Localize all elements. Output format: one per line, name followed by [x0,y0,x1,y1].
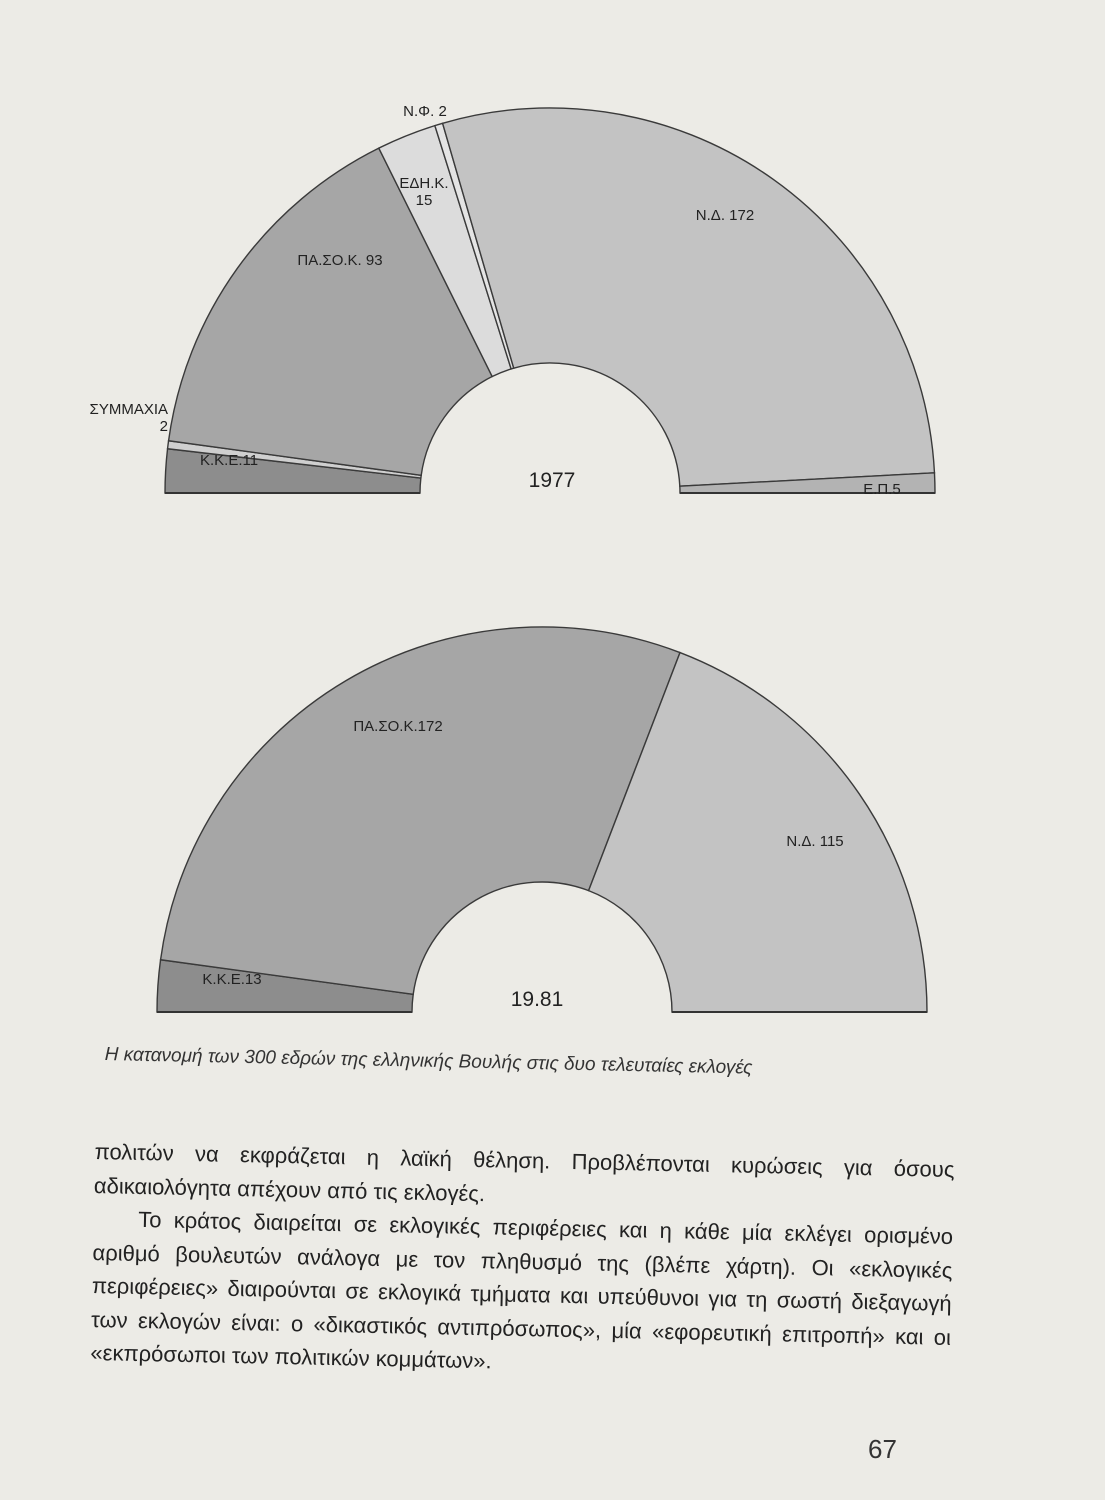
chart-1977 [90,103,935,498]
slice-ν-δ-172 [443,108,935,486]
chart-year-label: 1977 [528,469,576,492]
label-κ-κ-ε-13: Κ.Κ.Ε.13 [202,971,262,988]
paragraph-1: πολιτών να εκφράζεται η λαϊκή θέληση. Προβλέπονται κυρώσεις για όσους αδικαιολόγητα απέχουν από τις εκλογές. [93,1138,955,1206]
paragraph-2: Το κράτος διαιρείται σε εκλογικές περιφέρειες και η κάθε μία εκλέγει ορισμένο αριθμό βουλευτών ανάλογα με τον πληθυσμό της (βλέπε χάρτη). Οι «εκλογικές περιφέρειες» διαιρούνται σε εκλογικά τμήματα και υπεύθυνοι για τη σωστή διεξαγωγή των εκλογών είναι: ο «δικαστικός αντιπρόσωπος», μία «εφορευτική επιτροπή» και οι «εκπρόσωποι των πολιτικών κομμάτων». [90,1206,954,1374]
label-εδη-κ-15: ΕΔΗ.Κ. 15 [399,175,449,209]
label-ν-δ-115: Ν.Δ. 115 [786,833,844,850]
label-ε-π-5: Ε.Π.5 [863,481,901,498]
label-πα-σο-κ-172: ΠΑ.ΣΟ.Κ.172 [353,718,443,735]
label-πα-σο-κ-93: ΠΑ.ΣΟ.Κ. 93 [297,252,383,269]
label-ν-φ-2: Ν.Φ. 2 [403,103,447,120]
chart-1981 [157,627,927,1012]
chart-year-label: 19.81 [510,988,564,1011]
body-text [90,1135,955,1387]
figure-caption: Η κατανομή των 300 εδρών της ελληνικής Βουλής στις δυο τελευταίες εκλογές [104,1044,753,1079]
page-number: 67 [868,1434,897,1464]
label-συμμαχια-2: ΣΥΜΜΑΧΙΑ 2 [89,401,168,435]
slice-πα-σο-κ-172 [161,627,680,994]
label-ν-δ-172: Ν.Δ. 172 [695,207,755,224]
label-κ-κ-ε-11: Κ.Κ.Ε.11 [200,452,259,469]
